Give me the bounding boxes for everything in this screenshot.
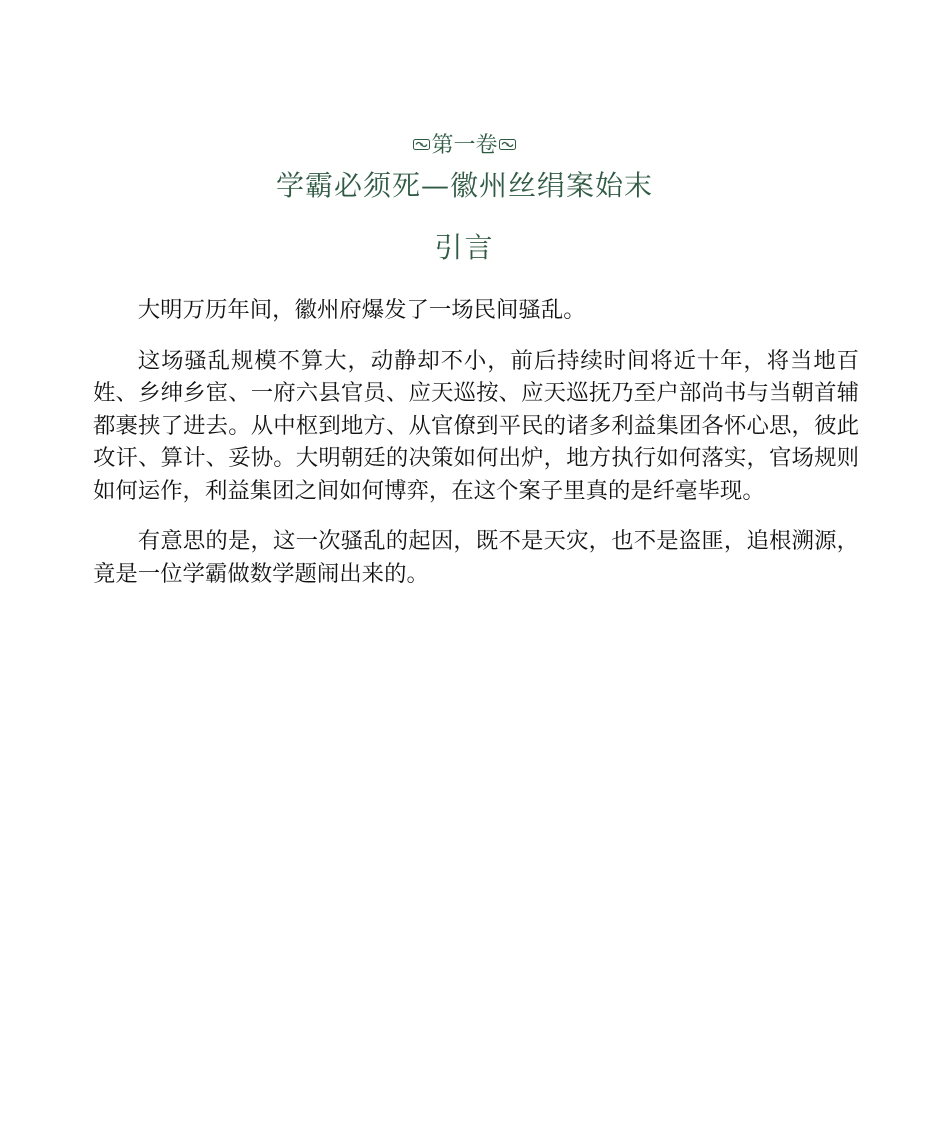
paragraph: 有意思的是，这一次骚乱的起因，既不是天灾，也不是盗匪，追根溯源，竟是一位学霸做数学题闹出来的。 [93,528,859,587]
book-title: 学霸必须死—徽州丝绢案始末 [275,169,653,202]
volume-heading [0,132,929,160]
volume-label: 第一卷 [431,133,498,158]
section-title: 引言 [434,231,495,264]
ornament-left-icon [413,139,430,150]
paragraph: 这场骚乱规模不算大，动静却不小，前后持续时间将近十年，将当地百姓、乡绅乡宦、一府六县官员、应天巡按、应天巡抚乃至户部尚书与当朝首辅都裹挟了进去。从中枢到地方、从官僚到平民的诸多利益集团各怀心思，彼此攻讦、算计、妥协。大明朝廷的决策如何出炉，地方执行如何落实，官场规则如何运作，利益集团之间如何博弈，在这个案子里真的是纤毫毕现。 [93,347,859,504]
ornament-right-icon [499,139,516,150]
paragraph: 大明万历年间，徽州府爆发了一场民间骚乱。 [137,297,586,323]
body-text [93,294,859,608]
